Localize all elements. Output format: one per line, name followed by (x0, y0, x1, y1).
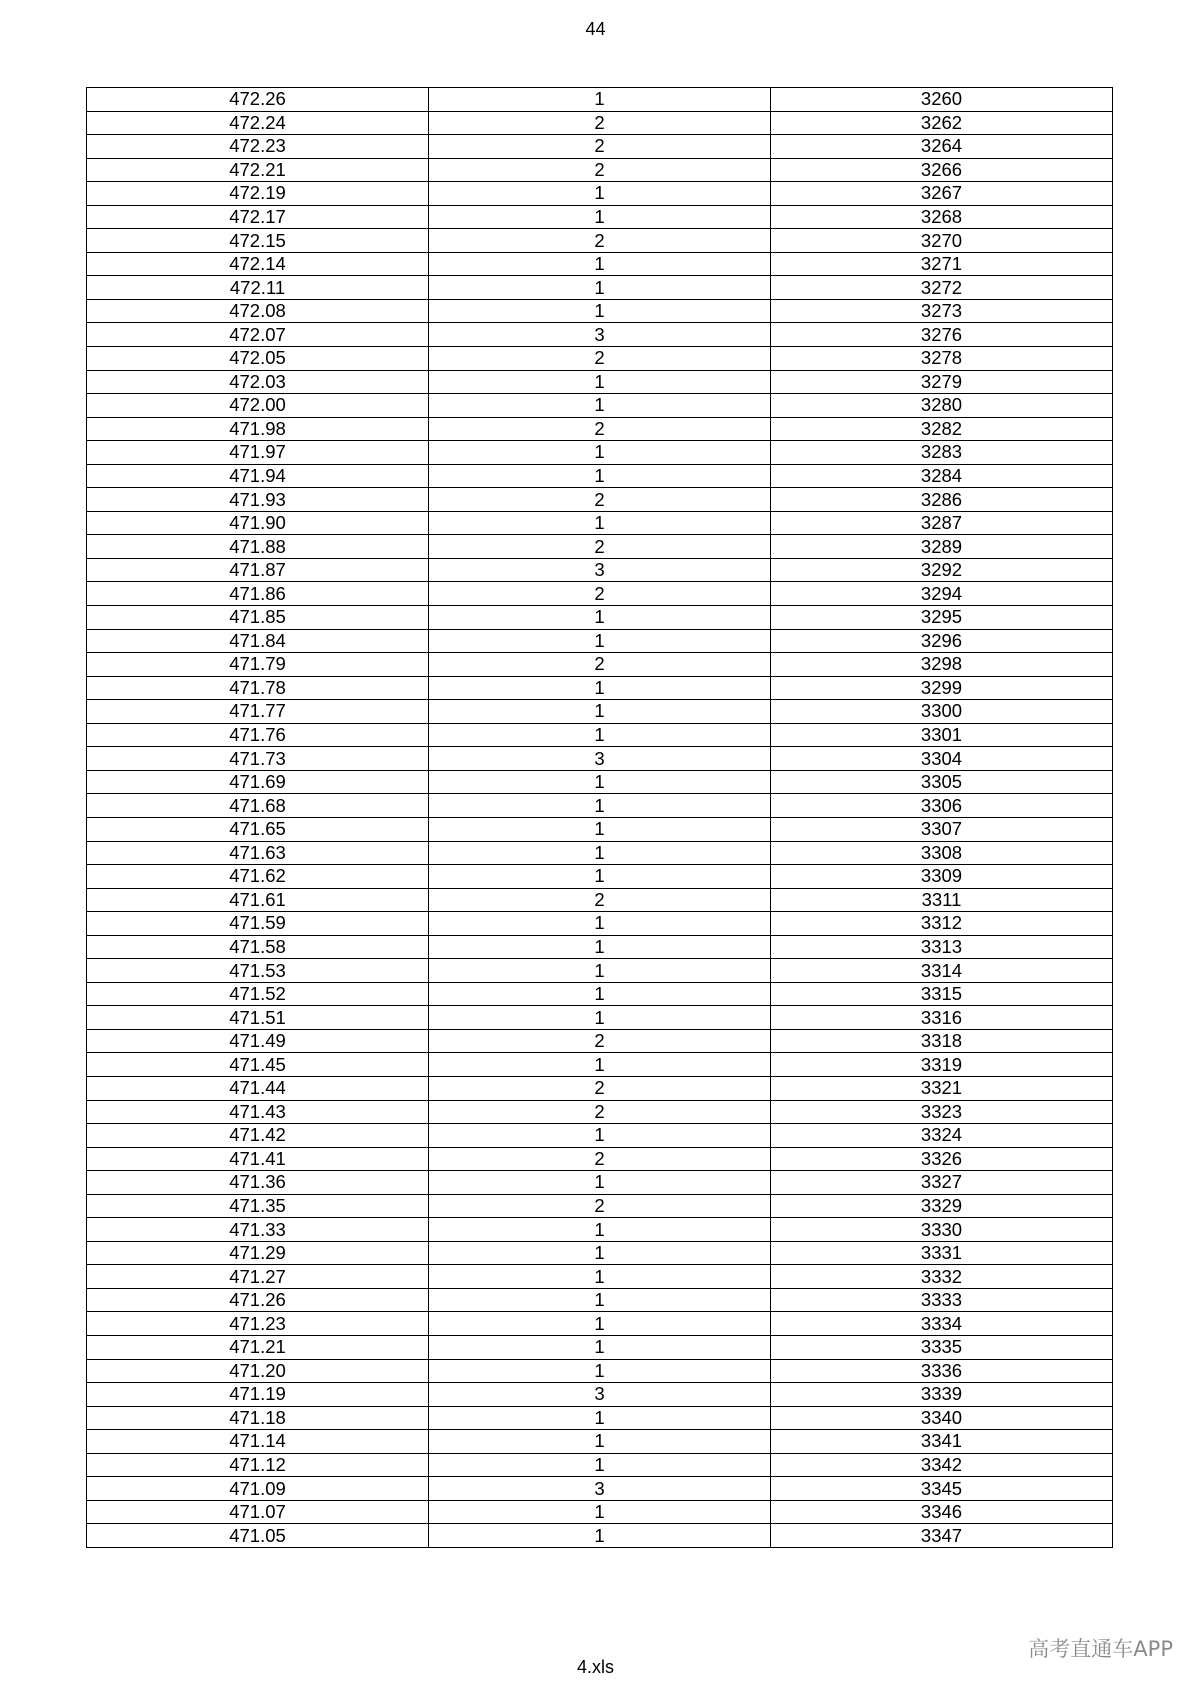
score-cell: 471.85 (87, 606, 429, 630)
table-row (87, 1406, 1113, 1430)
score-cell: 472.08 (87, 299, 429, 323)
count-cell: 2 (429, 417, 771, 441)
count-cell: 3 (429, 1477, 771, 1501)
table-row (87, 1312, 1113, 1336)
score-cell: 472.15 (87, 229, 429, 253)
cumulative-cell: 3334 (771, 1312, 1113, 1336)
table-row (87, 323, 1113, 347)
score-cell: 471.51 (87, 1006, 429, 1030)
cumulative-cell: 3331 (771, 1241, 1113, 1265)
count-cell: 1 (429, 606, 771, 630)
table-row (87, 1100, 1113, 1124)
table-row (87, 912, 1113, 936)
score-cell: 471.97 (87, 441, 429, 465)
count-cell: 1 (429, 959, 771, 983)
count-cell: 1 (429, 1006, 771, 1030)
cumulative-cell: 3270 (771, 229, 1113, 253)
count-cell: 3 (429, 323, 771, 347)
count-cell: 2 (429, 158, 771, 182)
table-row (87, 394, 1113, 418)
cumulative-cell: 3326 (771, 1147, 1113, 1171)
count-cell: 2 (429, 582, 771, 606)
count-cell: 3 (429, 1383, 771, 1407)
score-cell: 471.14 (87, 1430, 429, 1454)
table-row (87, 111, 1113, 135)
cumulative-cell: 3313 (771, 935, 1113, 959)
cumulative-cell: 3306 (771, 794, 1113, 818)
cumulative-cell: 3301 (771, 723, 1113, 747)
score-cell: 471.36 (87, 1171, 429, 1195)
table-row (87, 1335, 1113, 1359)
score-cell: 471.77 (87, 700, 429, 724)
count-cell: 2 (429, 1147, 771, 1171)
table-row (87, 676, 1113, 700)
score-table-body (87, 88, 1113, 1548)
table-row (87, 1383, 1113, 1407)
cumulative-cell: 3264 (771, 135, 1113, 159)
table-row (87, 1453, 1113, 1477)
score-cell: 471.26 (87, 1288, 429, 1312)
cumulative-cell: 3286 (771, 488, 1113, 512)
count-cell: 1 (429, 912, 771, 936)
score-cell: 471.58 (87, 935, 429, 959)
count-cell: 2 (429, 1029, 771, 1053)
score-cell: 472.17 (87, 205, 429, 229)
count-cell: 1 (429, 182, 771, 206)
count-cell: 1 (429, 252, 771, 276)
score-cell: 471.73 (87, 747, 429, 771)
cumulative-cell: 3276 (771, 323, 1113, 347)
score-cell: 471.44 (87, 1076, 429, 1100)
cumulative-cell: 3287 (771, 511, 1113, 535)
count-cell: 1 (429, 1053, 771, 1077)
count-cell: 1 (429, 982, 771, 1006)
cumulative-cell: 3332 (771, 1265, 1113, 1289)
score-cell: 471.20 (87, 1359, 429, 1383)
count-cell: 1 (429, 700, 771, 724)
table-row (87, 441, 1113, 465)
table-row (87, 276, 1113, 300)
cumulative-cell: 3299 (771, 676, 1113, 700)
cumulative-cell: 3305 (771, 770, 1113, 794)
cumulative-cell: 3340 (771, 1406, 1113, 1430)
table-row (87, 817, 1113, 841)
score-cell: 471.90 (87, 511, 429, 535)
table-row (87, 464, 1113, 488)
table-row (87, 1288, 1113, 1312)
table-row (87, 347, 1113, 371)
cumulative-cell: 3345 (771, 1477, 1113, 1501)
cumulative-cell: 3267 (771, 182, 1113, 206)
cumulative-cell: 3336 (771, 1359, 1113, 1383)
cumulative-cell: 3307 (771, 817, 1113, 841)
score-cell: 471.18 (87, 1406, 429, 1430)
score-cell: 471.21 (87, 1335, 429, 1359)
count-cell: 1 (429, 205, 771, 229)
score-cell: 472.11 (87, 276, 429, 300)
table-row (87, 1029, 1113, 1053)
table-row (87, 1124, 1113, 1148)
cumulative-cell: 3335 (771, 1335, 1113, 1359)
score-cell: 472.24 (87, 111, 429, 135)
table-row (87, 158, 1113, 182)
score-cell: 471.88 (87, 535, 429, 559)
score-cell: 471.79 (87, 653, 429, 677)
cumulative-cell: 3327 (771, 1171, 1113, 1195)
table-row (87, 888, 1113, 912)
cumulative-cell: 3295 (771, 606, 1113, 630)
table-row (87, 1524, 1113, 1548)
cumulative-cell: 3280 (771, 394, 1113, 418)
cumulative-cell: 3319 (771, 1053, 1113, 1077)
table-row (87, 1477, 1113, 1501)
count-cell: 1 (429, 1500, 771, 1524)
count-cell: 1 (429, 1124, 771, 1148)
count-cell: 2 (429, 1194, 771, 1218)
score-cell: 471.62 (87, 865, 429, 889)
count-cell: 2 (429, 229, 771, 253)
score-cell: 471.43 (87, 1100, 429, 1124)
cumulative-cell: 3347 (771, 1524, 1113, 1548)
table-row (87, 653, 1113, 677)
table-row (87, 229, 1113, 253)
score-cell: 471.09 (87, 1477, 429, 1501)
score-cell: 471.49 (87, 1029, 429, 1053)
cumulative-cell: 3304 (771, 747, 1113, 771)
score-cell: 471.93 (87, 488, 429, 512)
score-cell: 471.61 (87, 888, 429, 912)
count-cell: 3 (429, 747, 771, 771)
count-cell: 2 (429, 535, 771, 559)
count-cell: 1 (429, 88, 771, 112)
score-cell: 471.76 (87, 723, 429, 747)
score-cell: 471.33 (87, 1218, 429, 1242)
score-cell: 471.12 (87, 1453, 429, 1477)
count-cell: 1 (429, 276, 771, 300)
score-cell: 471.41 (87, 1147, 429, 1171)
score-cell: 471.29 (87, 1241, 429, 1265)
count-cell: 1 (429, 676, 771, 700)
table-row (87, 794, 1113, 818)
score-cell: 471.84 (87, 629, 429, 653)
cumulative-cell: 3284 (771, 464, 1113, 488)
table-row (87, 511, 1113, 535)
score-cell: 471.42 (87, 1124, 429, 1148)
count-cell: 1 (429, 1359, 771, 1383)
page-number: 44 (585, 19, 606, 39)
count-cell: 1 (429, 394, 771, 418)
cumulative-cell: 3294 (771, 582, 1113, 606)
table-row (87, 182, 1113, 206)
table-row (87, 535, 1113, 559)
count-cell: 1 (429, 1335, 771, 1359)
count-cell: 1 (429, 464, 771, 488)
count-cell: 1 (429, 1288, 771, 1312)
cumulative-cell: 3321 (771, 1076, 1113, 1100)
table-row (87, 606, 1113, 630)
cumulative-cell: 3329 (771, 1194, 1113, 1218)
count-cell: 2 (429, 347, 771, 371)
score-cell: 472.21 (87, 158, 429, 182)
cumulative-cell: 3333 (771, 1288, 1113, 1312)
cumulative-cell: 3311 (771, 888, 1113, 912)
count-cell: 1 (429, 441, 771, 465)
table-row (87, 700, 1113, 724)
cumulative-cell: 3278 (771, 347, 1113, 371)
count-cell: 1 (429, 1312, 771, 1336)
count-cell: 2 (429, 135, 771, 159)
count-cell: 1 (429, 841, 771, 865)
count-cell: 1 (429, 1265, 771, 1289)
cumulative-cell: 3292 (771, 558, 1113, 582)
count-cell: 1 (429, 935, 771, 959)
cumulative-cell: 3330 (771, 1218, 1113, 1242)
score-table (86, 87, 1113, 1548)
table-row (87, 370, 1113, 394)
count-cell: 1 (429, 1218, 771, 1242)
count-cell: 1 (429, 817, 771, 841)
count-cell: 1 (429, 629, 771, 653)
table-row (87, 1147, 1113, 1171)
table-row (87, 205, 1113, 229)
count-cell: 1 (429, 723, 771, 747)
cumulative-cell: 3268 (771, 205, 1113, 229)
cumulative-cell: 3266 (771, 158, 1113, 182)
count-cell: 1 (429, 1524, 771, 1548)
score-cell: 471.07 (87, 1500, 429, 1524)
table-row (87, 1076, 1113, 1100)
table-row (87, 1171, 1113, 1195)
cumulative-cell: 3308 (771, 841, 1113, 865)
table-row (87, 135, 1113, 159)
table-row (87, 982, 1113, 1006)
table-row (87, 1500, 1113, 1524)
score-cell: 472.26 (87, 88, 429, 112)
score-cell: 471.19 (87, 1383, 429, 1407)
cumulative-cell: 3273 (771, 299, 1113, 323)
table-row (87, 558, 1113, 582)
cumulative-cell: 3341 (771, 1430, 1113, 1454)
count-cell: 1 (429, 1241, 771, 1265)
score-cell: 471.53 (87, 959, 429, 983)
cumulative-cell: 3271 (771, 252, 1113, 276)
score-cell: 471.87 (87, 558, 429, 582)
cumulative-cell: 3262 (771, 111, 1113, 135)
cumulative-cell: 3298 (771, 653, 1113, 677)
cumulative-cell: 3346 (771, 1500, 1113, 1524)
cumulative-cell: 3300 (771, 700, 1113, 724)
count-cell: 1 (429, 299, 771, 323)
cumulative-cell: 3272 (771, 276, 1113, 300)
cumulative-cell: 3296 (771, 629, 1113, 653)
cumulative-cell: 3260 (771, 88, 1113, 112)
count-cell: 1 (429, 1171, 771, 1195)
score-cell: 472.05 (87, 347, 429, 371)
table-row (87, 841, 1113, 865)
table-row (87, 1241, 1113, 1265)
score-cell: 471.35 (87, 1194, 429, 1218)
score-cell: 471.86 (87, 582, 429, 606)
table-row (87, 935, 1113, 959)
table-row (87, 1359, 1113, 1383)
count-cell: 1 (429, 1453, 771, 1477)
table-row (87, 959, 1113, 983)
score-cell: 471.68 (87, 794, 429, 818)
table-row (87, 582, 1113, 606)
count-cell: 2 (429, 653, 771, 677)
cumulative-cell: 3309 (771, 865, 1113, 889)
count-cell: 1 (429, 1406, 771, 1430)
score-cell: 471.78 (87, 676, 429, 700)
table-row (87, 252, 1113, 276)
score-cell: 472.03 (87, 370, 429, 394)
cumulative-cell: 3314 (771, 959, 1113, 983)
count-cell: 1 (429, 1430, 771, 1454)
table-row (87, 1194, 1113, 1218)
table-row (87, 865, 1113, 889)
table-row (87, 1053, 1113, 1077)
table-row (87, 299, 1113, 323)
table-row (87, 723, 1113, 747)
score-cell: 471.05 (87, 1524, 429, 1548)
count-cell: 1 (429, 794, 771, 818)
score-cell: 471.45 (87, 1053, 429, 1077)
count-cell: 1 (429, 865, 771, 889)
watermark-text: 高考直通车APP (1028, 1637, 1173, 1661)
table-row (87, 770, 1113, 794)
count-cell: 1 (429, 511, 771, 535)
cumulative-cell: 3315 (771, 982, 1113, 1006)
count-cell: 2 (429, 488, 771, 512)
score-cell: 472.19 (87, 182, 429, 206)
score-cell: 471.59 (87, 912, 429, 936)
cumulative-cell: 3318 (771, 1029, 1113, 1053)
count-cell: 1 (429, 770, 771, 794)
table-row (87, 488, 1113, 512)
cumulative-cell: 3279 (771, 370, 1113, 394)
score-cell: 471.63 (87, 841, 429, 865)
count-cell: 3 (429, 558, 771, 582)
score-cell: 472.07 (87, 323, 429, 347)
cumulative-cell: 3342 (771, 1453, 1113, 1477)
table-row (87, 747, 1113, 771)
score-cell: 471.65 (87, 817, 429, 841)
cumulative-cell: 3283 (771, 441, 1113, 465)
cumulative-cell: 3316 (771, 1006, 1113, 1030)
score-cell: 471.23 (87, 1312, 429, 1336)
count-cell: 2 (429, 1100, 771, 1124)
cumulative-cell: 3323 (771, 1100, 1113, 1124)
cumulative-cell: 3312 (771, 912, 1113, 936)
score-cell: 472.14 (87, 252, 429, 276)
footer-filename: 4.xls (576, 1657, 614, 1677)
table-row (87, 629, 1113, 653)
count-cell: 2 (429, 111, 771, 135)
score-table-container (86, 87, 1112, 1548)
count-cell: 2 (429, 1076, 771, 1100)
count-cell: 2 (429, 888, 771, 912)
score-cell: 471.52 (87, 982, 429, 1006)
score-cell: 471.94 (87, 464, 429, 488)
table-row (87, 1218, 1113, 1242)
score-cell: 472.23 (87, 135, 429, 159)
score-cell: 471.98 (87, 417, 429, 441)
score-cell: 471.69 (87, 770, 429, 794)
table-row (87, 1006, 1113, 1030)
cumulative-cell: 3289 (771, 535, 1113, 559)
score-cell: 471.27 (87, 1265, 429, 1289)
cumulative-cell: 3339 (771, 1383, 1113, 1407)
score-cell: 472.00 (87, 394, 429, 418)
table-row (87, 417, 1113, 441)
cumulative-cell: 3282 (771, 417, 1113, 441)
count-cell: 1 (429, 370, 771, 394)
table-row (87, 1430, 1113, 1454)
table-row (87, 1265, 1113, 1289)
table-row (87, 88, 1113, 112)
cumulative-cell: 3324 (771, 1124, 1113, 1148)
